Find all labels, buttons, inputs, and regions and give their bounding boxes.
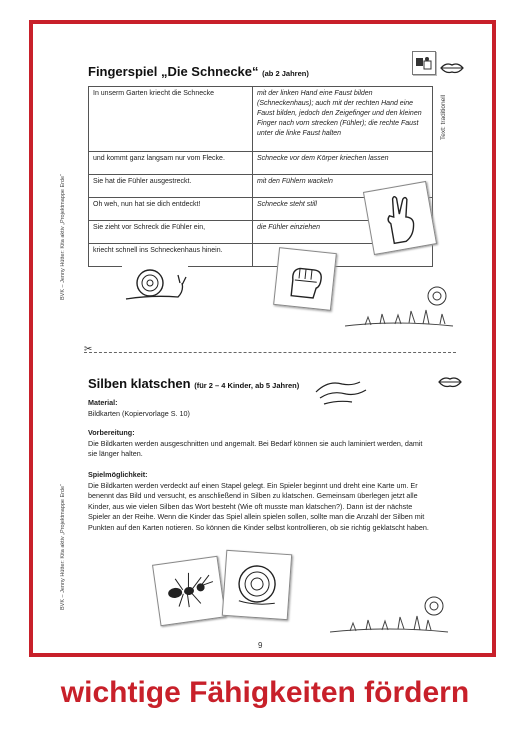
poem-line: und kommt ganz langsam nur vom Flecke. xyxy=(89,152,253,175)
section1-title xyxy=(88,64,309,79)
section1-title-text: Fingerspiel „Die Schnecke“ xyxy=(88,64,259,79)
ant-card xyxy=(152,556,226,627)
page-number: 9 xyxy=(258,641,263,650)
section2-title xyxy=(88,376,299,391)
material-label: Material: xyxy=(88,398,118,407)
snail-card xyxy=(122,256,188,310)
grass-snail-illustration xyxy=(330,586,450,641)
scissors-icon: ✂ xyxy=(84,344,93,355)
poem-action: Schnecke steht still xyxy=(253,198,433,221)
fist-card xyxy=(273,247,337,311)
section2-title-text: Silben klatschen xyxy=(88,376,191,391)
fingerplay-icon xyxy=(412,51,436,75)
prep-label: Vorbereitung: xyxy=(88,428,135,437)
material-text: Bildkarten (Kopiervorlage S. 10) xyxy=(88,408,190,418)
side-credit-top: BVK – Jenny Hütter: Kita aktiv „Projektmappe Erde“ xyxy=(60,174,66,300)
poem-line: In unserm Garten kriecht die Schnecke xyxy=(89,87,253,152)
hand-feelers-card xyxy=(363,181,437,255)
poem-line: Sie hat die Fühler ausgestreckt. xyxy=(89,175,253,198)
section2-age: (für 2 – 4 Kinder, ab 5 Jahren) xyxy=(194,381,300,390)
side-credit-bottom: BVK – Jenny Hütter: Kita aktiv „Projektmappe Erde“ xyxy=(60,484,66,610)
poem-line: Oh weh, nun hat sie dich entdeckt! xyxy=(89,198,253,221)
mouth-icon xyxy=(438,58,466,78)
cut-line xyxy=(84,352,456,353)
play-text: Die Bildkarten werden verdeckt auf einen Stapel gelegt. Ein Spieler beginnt und dreht eine Karte um. Er benennt das Bild und versucht, es anschließend in Silben zu klatschen. Gemeinsam überlegen jetzt alle Kinder, aus wie vielen Silben das Wort besteht (Wie oft musste man klatschen?). Dann ist der nächste Spieler an der Reihe. Wenn die Kinder das Spiel allein spielen sollen, sollte man die Anzahl der Silben mit Punkten auf den Karten notieren. So können die Kinder selbst kontrollieren, ob sie richtig geklatscht haben. xyxy=(88,480,429,532)
poem-action: mit der linken Hand eine Faust bilden (Schneckenhaus); auch mit der rechten Hand eine Faust bilden, jedoch den Zeigefinger und den kleinen Finger nach vorn strecken (Fühler); die rechte Faust unter die linke Faust halten xyxy=(253,87,433,152)
table-row xyxy=(89,87,433,152)
section1-age: (ab 2 Jahren) xyxy=(262,69,309,78)
prep-block xyxy=(88,428,433,460)
footer-title: wichtige Fähigkeiten fördern xyxy=(60,676,470,709)
poem-action: die Fühler einziehen xyxy=(253,221,433,244)
poem-line: Sie zieht vor Schreck die Fühler ein, xyxy=(89,221,253,244)
poem-action: mit den Fühlern wackeln xyxy=(253,175,433,198)
grass-snail-illustration xyxy=(345,270,455,335)
text-credit: Text: traditionell xyxy=(440,94,447,140)
play-block xyxy=(88,470,433,533)
table-row xyxy=(89,152,433,175)
mouth-icon xyxy=(436,372,464,392)
poem-line: kriecht schnell ins Schneckenhaus hinein. xyxy=(89,244,253,267)
prep-text: Die Bildkarten werden ausgeschnitten und angemalt. Bei Bedarf können sie auch laminiert werden, damit sie länger halten. xyxy=(88,438,423,458)
material-block xyxy=(88,398,433,419)
play-label: Spielmöglichkeit: xyxy=(88,470,148,479)
poem-action: Schnecke vor dem Körper kriechen lassen xyxy=(253,152,433,175)
snail-shell-card xyxy=(222,550,292,620)
